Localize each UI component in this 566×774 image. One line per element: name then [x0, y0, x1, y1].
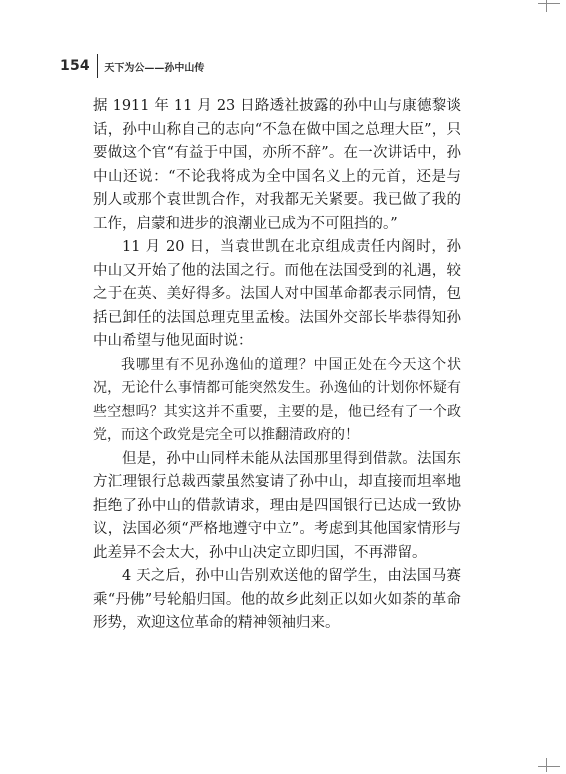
crop-mark-top-vertical: [546, 0, 547, 12]
block-quote: 我哪里有不见孙逸仙的道理？中国正处在今天这个状况，无论什么事情都可能突然发生。孙逸仙的计划你怀疑有些空想吗？其实这并不重要，主要的是，他已经有了一个政党，而这个政党是完全可以推翻清政府的！: [93, 356, 461, 443]
crop-mark-top-horizontal: [538, 3, 560, 4]
running-title: 天下为公——孙中山传: [104, 62, 205, 74]
paragraph-4: 4 天之后，孙中山告别欢送他的留学生，由法国马赛乘“丹佛”号轮船归国。他的故乡此刻正以如火如荼的革命形势，欢迎这位革命的精神领袖归来。: [93, 568, 461, 631]
crop-mark-bottom-vertical: [546, 758, 547, 772]
page-header: [60, 52, 204, 80]
paragraph-3: 但是，孙中山同样未能从法国那里得到借款。法国东方汇理银行总裁西蒙虽然宴请了孙中山，却直接而坦率地拒绝了孙中山的借款请求，理由是四国银行已达成一致协议，法国必须“严格地遵守中立”。考虑到其他国家情形与此差异不会太大，孙中山决定立即归国，不再滞留。: [93, 450, 461, 561]
paragraph-1: 据 1911 年 11 月 23 日路透社披露的孙中山与康德黎谈话，孙中山称自己的志向“不急在做中国之总理大臣”，只要做这个官“有益于中国，亦所不辞”。在一次讲话中，孙中山还说：“不论我将成为全中国名义上的元首，还是与别人或那个袁世凯合作，对我都无关紧要。我已做了我的工作，启蒙和进步的浪潮业已成为不可阻挡的。”: [93, 98, 461, 232]
body-text: [93, 95, 461, 636]
crop-mark-bottom-horizontal: [538, 766, 560, 767]
header-divider: [97, 54, 99, 78]
page-number: 154: [60, 58, 90, 74]
paragraph-2: 11 月 20 日，当袁世凯在北京组成责任内阁时，孙中山又开始了他的法国之行。而他在法国受到的礼遇，较之于在英、美好得多。法国人对中国革命都表示同情，包括已卸任的法国总理克里孟梭。法国外交部长毕恭得知孙中山希望与他见面时说：: [93, 239, 461, 349]
